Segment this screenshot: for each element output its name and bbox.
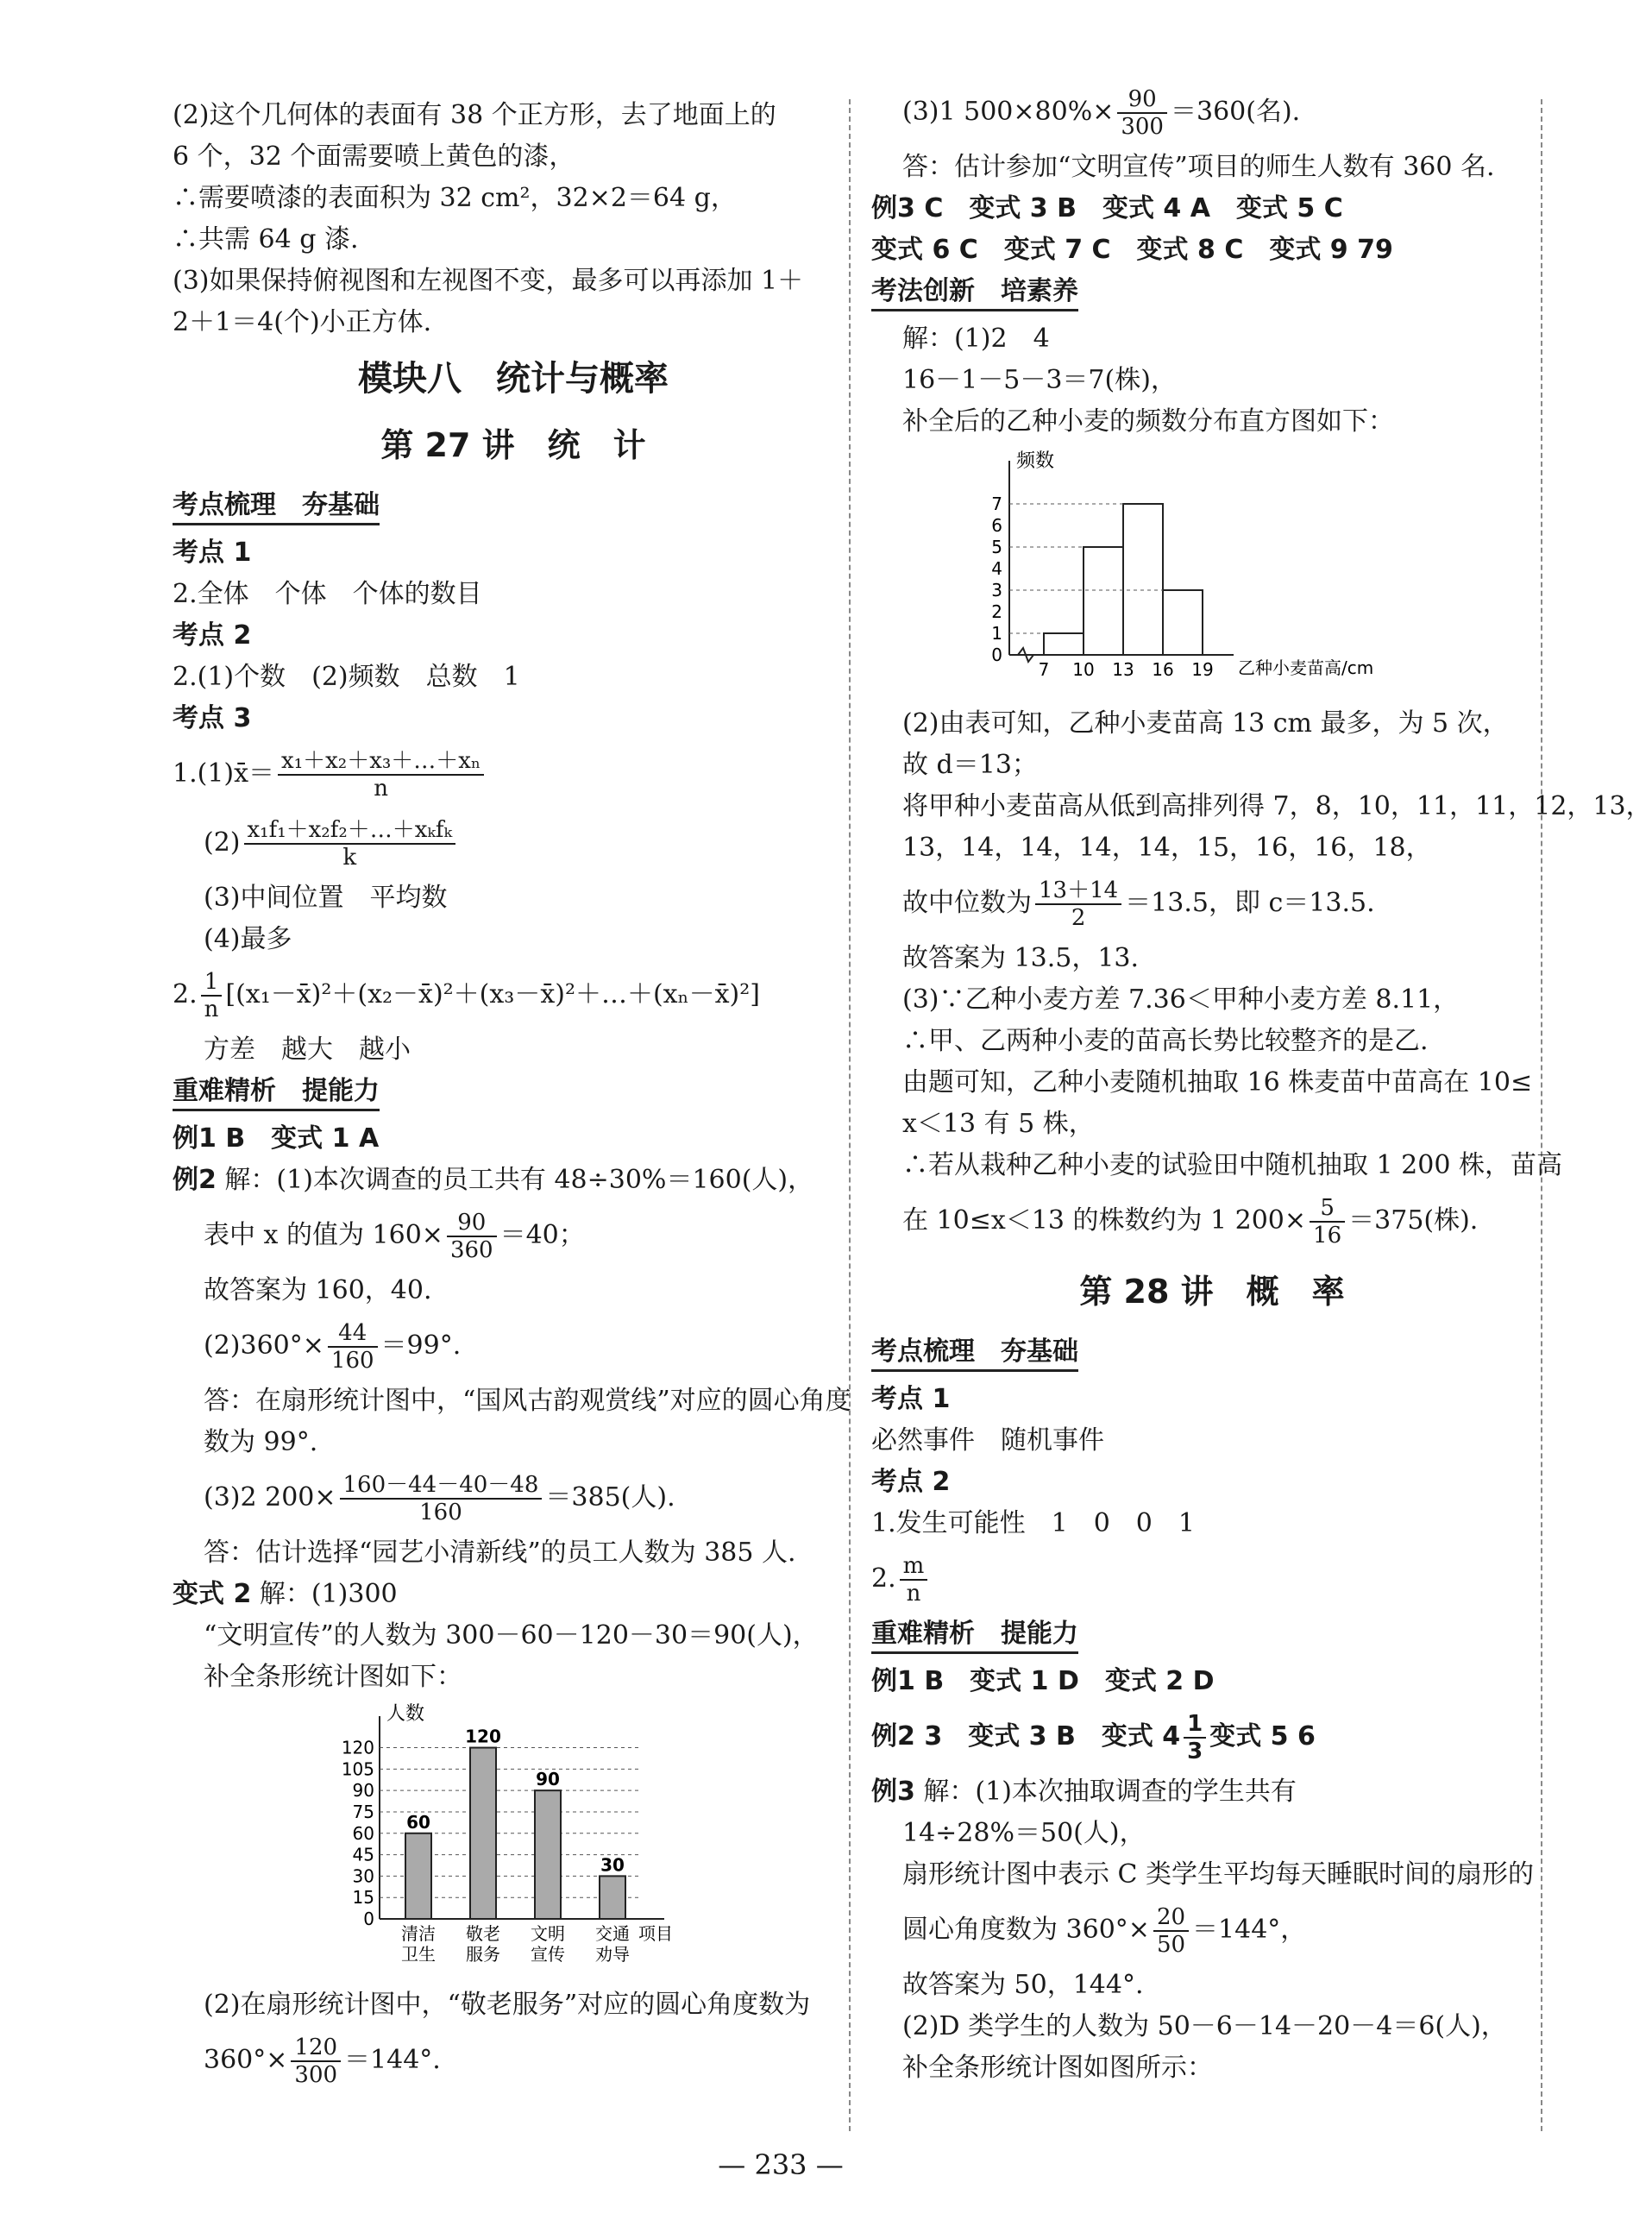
text-line: (2)360°× $\frac{44}{160}$ ＝99°. (204, 1320, 462, 1374)
text-line: 6 个，32 个面需要喷上黄色的漆， (173, 142, 575, 172)
text-line: 答：在扇形统计图中，“国风古韵观赏线”对应的圆心角度 (204, 1386, 851, 1416)
text-line: 补全条形统计图如图所示： (902, 2053, 1213, 2083)
point-label: 考点 2 (173, 620, 252, 651)
x-tick-label: 19 (1191, 659, 1214, 680)
page-number: — 233 — (718, 2148, 844, 2181)
x-tick-label: 7 (1038, 659, 1050, 680)
x-tick-label: 13 (1112, 659, 1134, 680)
y-tick-label: 90 (352, 1780, 374, 1802)
x-axis-label: 项目 (638, 1923, 673, 1944)
module-title: 模块八 统计与概率 (358, 359, 669, 399)
text-line: 例3 解：(1)本次抽取调查的学生共有 (871, 1777, 1297, 1807)
text-line: (3)如果保持俯视图和左视图不变，最多可以再添加 1＋ (173, 266, 804, 296)
point-label: 考点 2 (871, 1467, 951, 1497)
text-line: 故答案为 13.5，13. (902, 943, 1140, 973)
text-line: ∴若从栽种乙种小麦的试验田中随机抽取 1 200 株，苗高 (902, 1150, 1562, 1180)
text-line: 1.发生可能性 1 0 0 1 (871, 1508, 1195, 1538)
x-tick-label: 文明 (531, 1923, 565, 1944)
y-tick-label: 0 (363, 1909, 374, 1929)
text-line: ∴甲、乙两种小麦的苗高长势比较整齐的是乙. (902, 1026, 1429, 1056)
bar-chart-volunteers (328, 1703, 690, 1979)
text-line: 答：估计选择“园艺小清新线”的员工人数为 385 人. (204, 1538, 796, 1568)
data-label: 60 (406, 1811, 430, 1833)
bar (470, 1748, 496, 1919)
section-header: 考法创新 培素养 (871, 274, 1078, 311)
text-line: 2.全体 个体 个体的数目 (173, 579, 482, 609)
text-line: (3)中间位置 平均数 (204, 883, 448, 913)
text-line: 方差 越大 越小 (204, 1035, 411, 1065)
mean-formula: 1.(1)x̄＝ $\frac{\text{x₁＋x₂＋x₃＋…＋xₙ}}{n}$ (173, 739, 854, 808)
text-line: 表中 x 的值为 160× $\frac{90}{360}$ ＝40； (204, 1210, 585, 1263)
text-line: 2.(1)个数 (2)频数 总数 1 (173, 662, 520, 692)
point-label: 考点 3 (173, 703, 252, 733)
y-tick-label: 6 (991, 515, 1002, 536)
text-line: 例2 解：(1)本次调查的员工共有 48÷30%＝160(人)， (173, 1165, 814, 1195)
histogram-bar (1163, 590, 1203, 655)
text-line: 故答案为 160，40. (204, 1275, 432, 1305)
text-line: 在 10≤x＜13 的株数约为 1 200× $\frac{5}{16}$ ＝375(株). (902, 1195, 1479, 1248)
y-tick-label: 4 (991, 558, 1002, 579)
text-line: “文明宣传”的人数为 300－60－120－30＝90(人)， (204, 1620, 819, 1651)
y-tick-label: 60 (352, 1822, 374, 1844)
x-tick-label: 交通 (595, 1923, 630, 1944)
point-label: 考点 1 (871, 1384, 951, 1414)
lecture-title: 第 27 讲 统 计 (380, 426, 646, 464)
y-tick-label: 5 (991, 537, 1002, 557)
section-header: 重难精析 提能力 (173, 1074, 380, 1111)
x-axis-label: 乙种小麦苗高/cm (1238, 657, 1374, 678)
histogram-bar (1044, 633, 1084, 655)
histogram-wheat (966, 448, 1415, 698)
text-line: 将甲种小麦苗高从低到高排列得 7，8，10，11，11，12，13， (902, 791, 1652, 821)
text-line: 答：估计参加“文明宣传”项目的师生人数有 360 名. (902, 152, 1495, 182)
text-line: 360°× $\frac{120}{300}$ ＝144°. (204, 2035, 441, 2088)
y-tick-label: 75 (352, 1801, 374, 1822)
y-tick-label: 105 (341, 1758, 374, 1780)
text-line: 13，14，14，14，14，15，16，16，18， (902, 833, 1432, 863)
text-line: 16－1－5－3＝7(株)， (902, 365, 1177, 395)
bar (600, 1876, 625, 1919)
text-line: 数为 99°. (204, 1427, 318, 1457)
answer-line: 例3 C 变式 3 B 变式 4 A 变式 5 C (871, 193, 1343, 223)
text-line: 故 d＝13； (902, 750, 1038, 780)
histogram-bar (1084, 547, 1123, 655)
text-line: 补全条形统计图如下： (204, 1662, 462, 1692)
x-tick-label: 劝导 (595, 1944, 630, 1965)
text-line: 扇形统计图中表示 C 类学生平均每天睡眠时间的扇形的 (902, 1859, 1535, 1890)
section-header: 重难精析 提能力 (871, 1617, 1078, 1654)
text-line: (3)1 500×80%× $\frac{90}{300}$ ＝360(名). (902, 86, 1301, 140)
y-axis-label: 人数 (386, 1703, 425, 1725)
answer-line: 例1 B 变式 1 D 变式 2 D (871, 1666, 1215, 1696)
variance-formula: 2. $\frac{1}{n}$ [(x₁－x̄)²＋(x₂－x̄)²＋(x₃－x̄)²＋…＋(xₙ－x̄)²] (173, 969, 760, 1022)
text-line: (3)∵乙种小麦方差 7.36＜甲种小麦方差 8.11， (902, 984, 1460, 1015)
text-line: 2＋1＝4(个)小正方体. (173, 307, 432, 337)
text-line: 必然事件 随机事件 (871, 1425, 1104, 1456)
x-tick-label: 16 (1152, 659, 1174, 680)
point-label: 考点 1 (173, 538, 252, 568)
y-tick-label: 3 (991, 580, 1002, 601)
x-tick-label: 卫生 (401, 1944, 436, 1965)
x-tick-label: 敬老 (466, 1923, 500, 1944)
section-header: 考点梳理 夯基础 (173, 488, 380, 525)
lecture-title: 第 28 讲 概 率 (1079, 1273, 1345, 1311)
text-line: (2)在扇形统计图中，“敬老服务”对应的圆心角度数为 (204, 1990, 811, 2020)
text-line: 2. $\frac{m}{n}$ (871, 1544, 1553, 1613)
data-label: 90 (536, 1769, 560, 1790)
answer-line: 变式 6 C 变式 7 C 变式 8 C 变式 9 79 (871, 235, 1393, 265)
y-tick-label: 0 (991, 645, 1002, 665)
text-line: 故中位数为 $\frac{13+14}{2}$ ＝13.5，即 c＝13.5. (902, 877, 1375, 931)
y-tick-label: 15 (352, 1887, 374, 1909)
y-tick-label: 120 (341, 1737, 374, 1758)
y-tick-label: 2 (991, 601, 1002, 622)
weighted-mean-formula: (2) $\frac{\text{x₁f₁＋x₂f₂＋…＋xₖfₖ}}{k}$ (173, 808, 854, 877)
text-line: (3)2 200× $\frac{160-44-40-48}{160}$ ＝385(人). (204, 1472, 675, 1525)
text-line: ∴需要喷漆的表面积为 32 cm²，32×2＝64 g， (173, 183, 737, 213)
text-line: 由题可知，乙种小麦随机抽取 16 株麦苗中苗高在 10≤ (902, 1067, 1533, 1097)
text-line: (2)这个几何体的表面有 38 个正方形，去了地面上的 (173, 100, 776, 130)
x-tick-label: 10 (1072, 659, 1095, 680)
section-header: 考点梳理 夯基础 (871, 1335, 1078, 1372)
y-tick-label: 1 (991, 623, 1002, 644)
text-line: 圆心角度数为 360°× $\frac{20}{50}$ ＝144°， (902, 1904, 1307, 1958)
text-line: x＜13 有 5 株， (902, 1109, 1095, 1139)
answer-line: 例2 3 变式 3 B 变式 4 $\frac{1}{3}$ 变式 5 6 (871, 1710, 1316, 1764)
left-column (173, 95, 854, 2095)
bar (405, 1833, 431, 1919)
x-tick-label: 清洁 (401, 1923, 436, 1944)
y-tick-label: 45 (352, 1844, 374, 1865)
histogram-bar (1123, 504, 1163, 655)
answer-line: 例1 B 变式 1 A (173, 1123, 380, 1154)
data-label: 120 (465, 1726, 501, 1747)
text-line: 补全后的乙种小麦的频数分布直方图如下： (902, 406, 1394, 437)
text-line: 解：(1)2 4 (902, 324, 1050, 354)
y-axis-label: 频数 (1016, 450, 1055, 472)
text-line: 变式 2 解：(1)300 (173, 1579, 398, 1609)
text-line: (2)由表可知，乙种小麦苗高 13 cm 最多，为 5 次， (902, 708, 1509, 739)
y-tick-label: 7 (991, 494, 1002, 514)
bar (535, 1790, 561, 1919)
text-line: (4)最多 (204, 924, 292, 954)
text-line: (2)D 类学生的人数为 50－6－14－20－4＝6(人)， (902, 2011, 1507, 2041)
data-label: 30 (600, 1854, 625, 1876)
text-line: 故答案为 50，144°. (902, 1970, 1144, 2000)
x-tick-label: 宣传 (531, 1944, 565, 1965)
x-tick-label: 服务 (466, 1944, 500, 1965)
text-line: 14÷28%＝50(人)， (902, 1818, 1146, 1848)
text-line: ∴共需 64 g 漆. (173, 224, 359, 255)
y-tick-label: 30 (352, 1865, 374, 1887)
right-column (871, 86, 1652, 2089)
